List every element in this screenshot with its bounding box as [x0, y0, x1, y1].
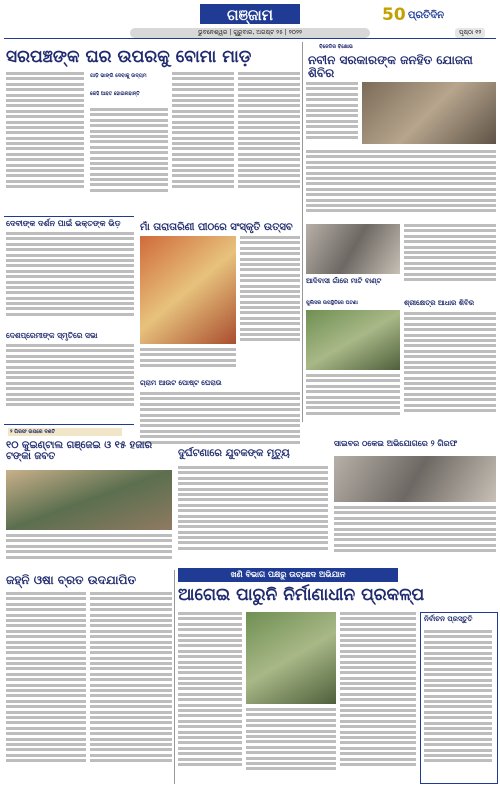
right2-body: [306, 374, 400, 424]
dateline: ଭୁବନେଶ୍ୱର | ଗୁରୁବାର, ଅଗଷ୍ଟ ୨୫ | ୨୦୨୨: [130, 28, 370, 38]
construction-photo: [246, 612, 336, 704]
ganja-kicker: ୨ ଗିରଫ ଉପରେ ଦଶଟି: [8, 428, 122, 436]
ganja-body: [6, 534, 172, 564]
column-rule-right: [302, 42, 303, 422]
goddess-photo: [140, 236, 236, 344]
ganja-headline: ୧୦ କୁଇଣ୍ଟାଲ ଗଞ୍ଜେଇ ଓ ୧୫ ହଜାର ଟଙ୍କା ଜବତ: [6, 440, 153, 462]
jubilee-logo: 50: [382, 5, 406, 25]
lead-body-col3: [172, 72, 234, 202]
left3-headline: ଦେଶପ୍ରେମୀଙ୍କ ସ୍ମୃତିରେ ସଭା: [6, 331, 98, 340]
right4-headline: ସାଇବର ଠକେଇ ଅଭିଯୋଗରେ ୨ ଗିରଫ: [334, 439, 458, 448]
left2-body: [6, 232, 134, 324]
bottom-body-c: [340, 612, 416, 782]
right2-subhead: ପୁଲିସର ଉପସ୍ଥିତିରେ ଘଟଣା: [306, 300, 358, 306]
banner-strip: ଖଣି ବିଭାଗ ପକ୍ଷରୁ ଉଚ୍ଛେଦ ଅଭିଯାନ: [178, 568, 398, 582]
bottom-right-body: [424, 630, 492, 778]
lead-headline: ସରପଞ୍ଚଙ୍କ ଘର ଉପରକୁ ବୋମା ମାଡ଼: [6, 47, 252, 67]
village-photo: [306, 310, 400, 370]
mid-body-a: [240, 236, 300, 356]
lead-subhead-1: ଗାଡ଼ି ଭାଙ୍ଗି ଦେବାକୁ ଉଦ୍ୟମ: [90, 73, 147, 79]
page-number: ପୃଷ୍ଠା ୧୨: [455, 28, 485, 38]
right2-body-top: [404, 224, 496, 294]
right3-body: [404, 312, 496, 424]
mid-body-b: [140, 348, 236, 376]
bottom-headline: ଆଗେଇ ପାରୁନି ନିର୍ମାଣାଧୀନ ପ୍ରକଳ୍ପ: [178, 585, 425, 605]
bottom-right-headline: ନିର୍ବାଚନ ପ୍ରସ୍ତୁତି: [424, 615, 473, 623]
right-top-body-b: [306, 150, 496, 220]
lead-body-col2: [90, 108, 168, 202]
left2-headline: ଦେବୀଙ୍କ ଦର୍ଶନ ପାଇଁ ଭକ୍ତଙ୍କ ଭିଡ଼: [6, 219, 121, 228]
mid2-headline: ଦୁର୍ଘଟଣାରେ ଯୁବକଙ୍କ ମୃତ୍ୟୁ: [178, 448, 290, 459]
mid-headline: ମାଁ ତାରାତାରିଣୀ ପୀଠରେ ସଂସ୍କୃତି ଉତ୍ସବ: [140, 222, 293, 233]
camp-photo: [362, 82, 496, 144]
lead-subhead-2: କେହି ଆହତ ହୋଇନାହାନ୍ତି: [90, 91, 140, 97]
right-top-body-a: [306, 82, 358, 148]
column-rule-bottom: [174, 570, 175, 784]
section-rule-left: [4, 216, 134, 217]
left3-body: [6, 344, 134, 416]
right2-headline: ଆଦିବାସୀ ଗାଁରେ ମାଟି ବାଣ୍ଟ: [306, 277, 382, 285]
left5-headline: ଜହ୍ନି ଓଷା ବ୍ରତ ଉଦଯାପିତ: [6, 573, 137, 587]
right-top-headline: ନବୀନ ସରକାରଙ୍କ ଜନହିତ ଯୋଜନା ଶିବିର: [308, 53, 473, 81]
bottom-body-a: [178, 612, 242, 782]
right-top-kicker: ବିଜେଡିର ବିକ୍ଷୋଭ: [319, 44, 353, 50]
arrest-photo: [334, 456, 496, 502]
section-rule-ganja: [4, 424, 134, 425]
right3-headline: ଶ୍ରୀକ୍ଷେତ୍ର ଆଧାର ଶିବିର: [404, 299, 475, 307]
lead-body-col4: [238, 72, 300, 202]
left5-body-b: [90, 592, 172, 782]
masthead-rule: [4, 38, 496, 39]
mid2-body: [178, 466, 328, 564]
paper-name: ପ୍ରତିଦିନ: [408, 10, 444, 21]
lead-body-col1: [6, 72, 84, 202]
right4-body: [334, 506, 496, 564]
district-name: ଗଞ୍ଜାମ: [227, 6, 273, 24]
seizure-photo: [6, 470, 172, 530]
protest-photo: [306, 224, 400, 274]
bottom-body-b: [246, 708, 336, 782]
left4-headline: ଗ୍ରାମ ଆଉଟ ପୋଷ୍ଟ ଘେରାଉ: [140, 379, 222, 387]
left5-body-a: [6, 592, 86, 782]
